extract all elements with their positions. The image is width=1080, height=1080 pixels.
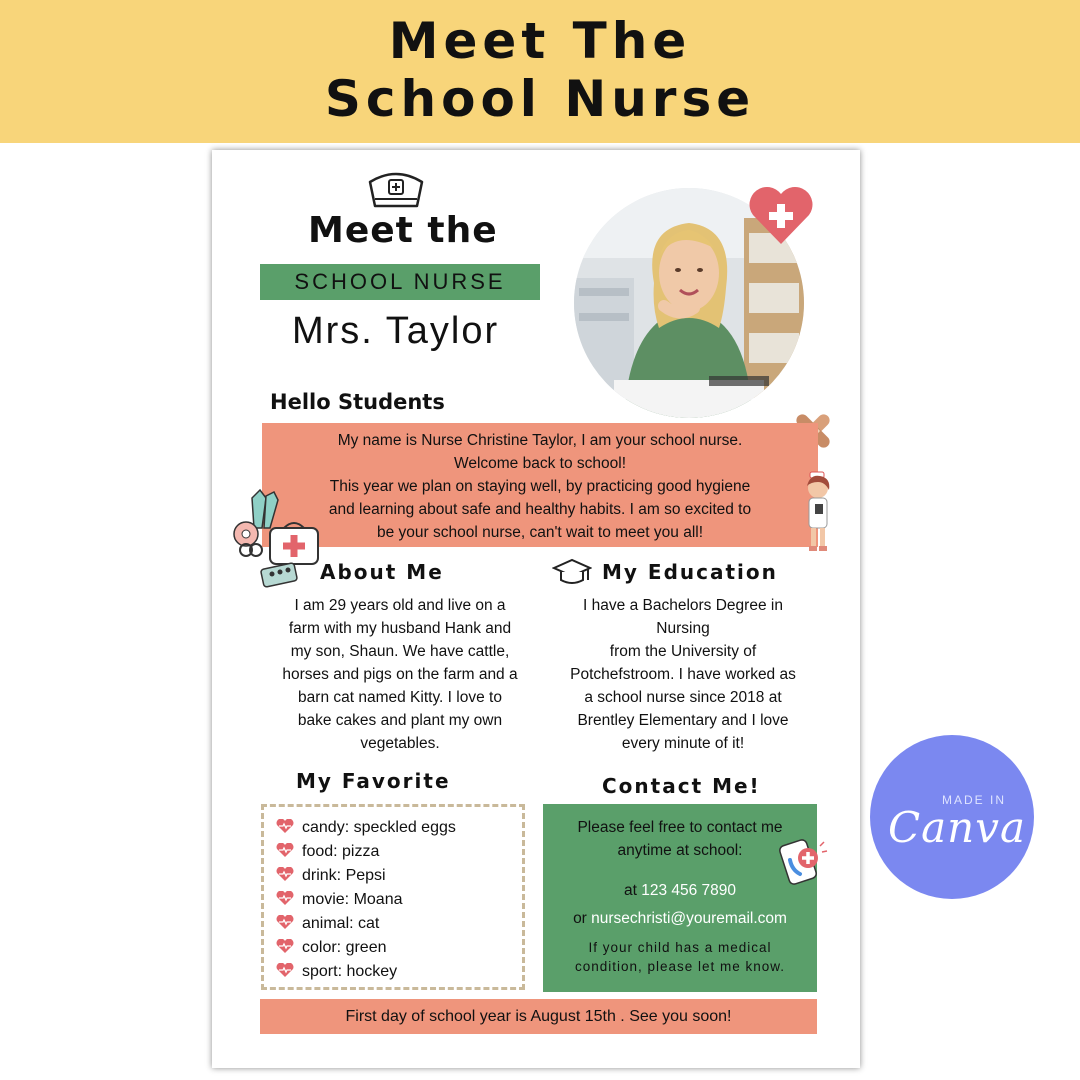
phone-medical-icon xyxy=(778,838,828,886)
nurse-name: Mrs. Taylor xyxy=(292,310,500,352)
favorite-item-text: color: green xyxy=(302,939,387,956)
heart-plus-icon xyxy=(747,184,815,246)
contact-line: anytime at school: xyxy=(617,842,743,859)
contact-note: If your child has a medical xyxy=(588,940,772,955)
intro-line: be your school nurse, can't wait to meet you all! xyxy=(376,524,704,541)
contact-email-row xyxy=(543,910,817,928)
first-day-banner: First day of school year is August 15th . See you soon! xyxy=(260,999,817,1034)
education-line: every minute of it! xyxy=(621,735,745,752)
education-line: I have a Bachelors Degree in xyxy=(583,597,783,614)
canva-logo: Canva xyxy=(888,803,1026,852)
contact-heading: Contact Me! xyxy=(602,774,761,798)
graduation-cap-icon xyxy=(552,558,592,586)
education-line: Potchefstroom. I have worked as xyxy=(570,666,796,683)
email-address[interactable]: nursechristi@youremail.com xyxy=(591,910,787,927)
email-prefix: or xyxy=(573,910,592,927)
about-line: bake cakes and plant my own xyxy=(297,712,503,729)
heart-icon xyxy=(276,867,294,881)
contact-box xyxy=(543,804,817,992)
about-line: my son, Shaun. We have cattle, xyxy=(290,643,510,660)
favorite-item xyxy=(276,867,386,885)
about-line: barn cat named Kitty. I love to xyxy=(298,689,502,706)
heart-icon xyxy=(276,915,294,929)
education-line: from the University of xyxy=(609,643,757,660)
favorite-item-text: movie: Moana xyxy=(302,891,403,908)
intro-line: Welcome back to school! xyxy=(453,455,626,472)
favorite-item xyxy=(276,963,397,981)
favorite-item xyxy=(276,939,387,957)
banner-title-line-1: Meet The xyxy=(388,12,692,70)
education-line: Brentley Elementary and I love xyxy=(577,712,789,729)
hello-heading: Hello Students xyxy=(270,390,445,414)
top-banner xyxy=(0,0,1080,143)
favorite-item-text: candy: speckled eggs xyxy=(302,819,456,836)
favorite-item-text: sport: hockey xyxy=(302,963,398,980)
intro-line: My name is Nurse Christine Taylor, I am your school nurse. xyxy=(337,432,743,449)
flyer-page xyxy=(212,150,860,1068)
phone-number[interactable]: 123 456 7890 xyxy=(641,882,737,899)
contact-line: Please feel free to contact me xyxy=(577,819,783,836)
about-line: farm with my husband Hank and xyxy=(288,620,512,637)
favorite-list xyxy=(261,804,525,990)
medical-supplies-icon xyxy=(232,488,322,588)
favorite-item xyxy=(276,891,403,909)
intro-box xyxy=(262,423,818,547)
about-line: vegetables. xyxy=(360,735,440,752)
about-line: I am 29 years old and live on a xyxy=(294,597,506,614)
made-in-canva-badge xyxy=(870,735,1034,899)
heart-icon xyxy=(276,819,294,833)
contact-note: condition, please let me know. xyxy=(574,959,786,974)
heart-icon xyxy=(276,843,294,857)
favorite-item-text: food: pizza xyxy=(302,843,380,860)
made-in-label: MADE IN xyxy=(941,793,1006,807)
favorite-item xyxy=(276,843,379,861)
phone-prefix: at xyxy=(623,882,642,899)
favorite-heading: My Favorite xyxy=(296,769,451,793)
favorite-item-text: drink: Pepsi xyxy=(302,867,386,884)
intro-line: This year we plan on staying well, by practicing good hygiene xyxy=(329,478,751,495)
education-heading: My Education xyxy=(602,560,778,584)
education-line: Nursing xyxy=(656,620,710,637)
heart-icon xyxy=(276,891,294,905)
about-text xyxy=(260,594,540,755)
meet-the-heading: Meet the xyxy=(308,210,498,251)
school-nurse-banner: SCHOOL NURSE xyxy=(260,264,540,300)
education-text xyxy=(542,594,824,755)
about-heading: About Me xyxy=(320,560,444,584)
about-line: horses and pigs on the farm and a xyxy=(282,666,518,683)
banner-title-line-2: School Nurse xyxy=(324,70,756,128)
heart-icon xyxy=(276,939,294,953)
nurse-figure-icon xyxy=(798,470,838,554)
favorite-item xyxy=(276,819,456,837)
intro-line: and learning about safe and healthy habits. I am so excited to xyxy=(328,501,752,518)
contact-phone-row xyxy=(543,882,817,900)
favorite-item-text: animal: cat xyxy=(302,915,380,932)
heart-icon xyxy=(276,963,294,977)
nurse-cap-icon xyxy=(367,168,425,210)
education-line: a school nurse since 2018 at xyxy=(584,689,782,706)
favorite-item xyxy=(276,915,379,933)
